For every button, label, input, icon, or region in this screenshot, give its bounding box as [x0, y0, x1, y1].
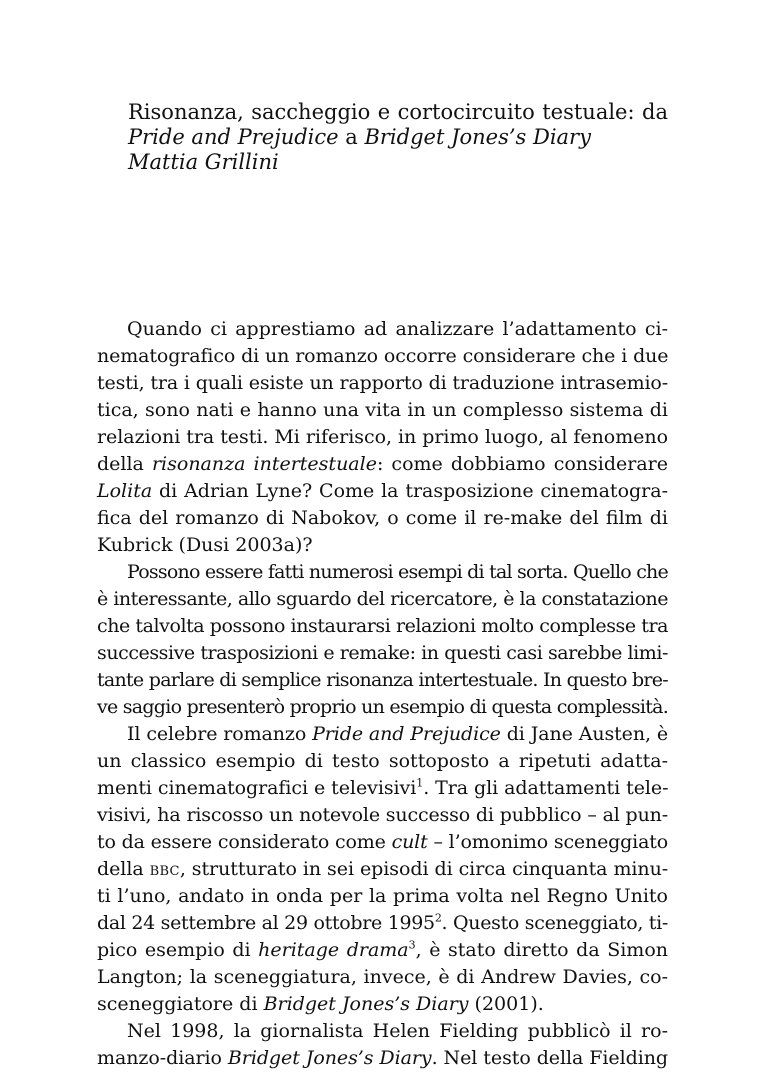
paragraph-3-line-5 — [97, 829, 668, 856]
chapter-title-line-1: Risonanza, saccheggio e cortocircuito testuale: da — [128, 100, 668, 124]
paragraph-2-line-6: ve saggio presenterò proprio un esempio di questa complessità. — [97, 696, 668, 718]
text-run: . Questo sceneggiato, ti- — [441, 912, 669, 934]
italic-bridget-jones-diary: Bridget Jones’s Diary — [227, 1047, 432, 1069]
text-run: to da essere considerato come — [97, 831, 392, 853]
text-run: di Adrian Lyne? Come la trasposizione cinematogra- — [152, 480, 668, 502]
paragraph-3-line-3 — [97, 775, 668, 802]
paragraph-1-line-1: Quando ci apprestiamo ad analizzare l’adattamento ci- — [127, 318, 668, 340]
text-run: di Jane Austen, è — [500, 723, 668, 745]
italic-cult: cult — [391, 831, 428, 853]
paragraph-3-line-8 — [97, 910, 668, 937]
text-run: , strutturato in sei episodi di circa cinquanta minu- — [179, 858, 669, 880]
paragraph-2-line-3: che talvolta possono instaurarsi relazioni molto complesse tra — [97, 615, 668, 637]
paragraph-1-line-9: Kubrick (Dusi 2003a)? — [97, 534, 313, 556]
paragraph-3-line-11 — [97, 991, 668, 1018]
footnote-ref-2: 2 — [434, 911, 442, 925]
paragraph-3-line-2: un classico esempio di testo sottoposto a ripetuti adatta- — [97, 750, 668, 772]
paragraph-3-line-6 — [97, 856, 668, 883]
text-run: . Tra gli adattamenti tele- — [423, 777, 669, 799]
footnote-ref-3: 3 — [408, 938, 416, 952]
text-run: manzo-diario — [97, 1047, 228, 1069]
title-connector: a — [338, 125, 365, 149]
paragraph-3-line-10: Langton; la sceneggiatura, invece, è di Andrew Davies, co- — [97, 966, 668, 988]
italic-heritage-drama: heritage drama — [258, 939, 409, 961]
italic-bridget-jones: Bridget Jones’s Diary — [263, 993, 469, 1015]
text-run: , è stato diretto da Simon — [415, 939, 668, 961]
paragraph-2-line-5: tante parlare di semplice risonanza intertestuale. In questo bre- — [97, 669, 668, 691]
paragraph-2-line-1: Possono essere fatti numerosi esempi di tal sorta. Quello che — [127, 561, 668, 583]
paragraph-1-line-5: relazioni tra testi. Mi riferisco, in primo luogo, al fenomeno — [97, 426, 668, 448]
paragraph-3-line-4: visivi, ha riscosso un notevole successo di pubblico – al pun- — [97, 804, 668, 826]
paragraph-3-line-9 — [97, 937, 668, 964]
text-run: menti cinematografici e televisivi — [97, 777, 417, 799]
paragraph-1-line-7 — [97, 478, 668, 505]
paragraph-4-line-1: Nel 1998, la giornalista Helen Fielding pubblicò il ro- — [127, 1020, 668, 1042]
chapter-title-line-2 — [128, 125, 668, 150]
text-run: dal 24 settembre al 29 ottobre 1995 — [97, 912, 435, 934]
paragraph-1-line-6 — [97, 451, 668, 478]
italic-pride-and-prejudice: Pride and Prejudice — [312, 723, 501, 745]
paragraph-1-line-4: tica, sono nati e hanno una vita in un complesso sistema di — [97, 399, 668, 421]
text-run: pico esempio di — [97, 939, 259, 961]
chapter-author: Mattia Grillini — [128, 150, 279, 174]
small-caps-bbc: BBC — [149, 864, 180, 879]
paragraph-2-line-4: successive trasposizioni e remake: in questi casi sarebbe limi- — [97, 642, 668, 664]
text-run: della — [97, 858, 150, 880]
text-run: (2001). — [468, 993, 544, 1015]
italic-lolita: Lolita — [97, 480, 153, 502]
footnote-ref-1: 1 — [416, 776, 424, 790]
text-run: sceneggiatore di — [97, 993, 264, 1015]
paragraph-1-line-3: testi, tra i quali esiste un rapporto di traduzione intrasemio- — [97, 372, 668, 394]
text-run: della — [97, 453, 152, 475]
paragraph-2-line-2: è interessante, allo sguardo del ricercatore, è la constatazione — [97, 588, 668, 610]
text-run: Il celebre romanzo — [127, 723, 313, 745]
text-run: – l’omonimo sceneggiato — [427, 831, 668, 853]
paragraph-3-line-1 — [97, 721, 668, 748]
body-text — [97, 316, 668, 1072]
paragraph-1-line-2: nematografico di un romanzo occorre considerare che i due — [97, 345, 669, 367]
italic-risonanza-intertestuale: risonanza intertestuale — [151, 453, 377, 475]
text-run: : come dobbiamo considerare — [376, 453, 668, 475]
text-run: . Nel testo della Fielding — [431, 1047, 669, 1069]
paragraph-4-line-2 — [97, 1045, 668, 1072]
title-italic-pride-and-prejudice: Pride and Prejudice — [128, 125, 339, 149]
paragraph-3-line-7: ti l’uno, andato in onda per la prima volta nel Regno Unito — [97, 885, 668, 907]
chapter-heading — [128, 100, 668, 175]
paragraph-1-line-8: fica del romanzo di Nabokov, o come il re-make del film di — [97, 507, 668, 529]
title-italic-bridget-jones: Bridget Jones’s Diary — [364, 125, 591, 149]
